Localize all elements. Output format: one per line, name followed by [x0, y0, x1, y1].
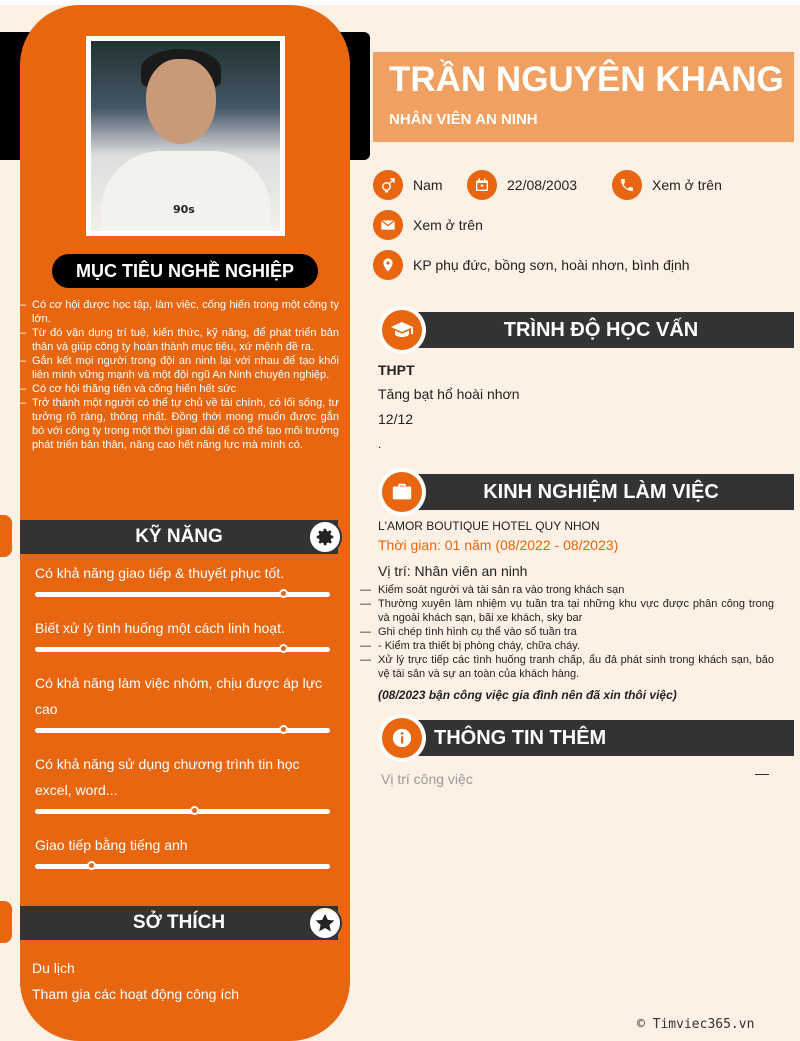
- hobby-item: Tham gia các hoạt động công ích: [32, 986, 240, 1002]
- skills-list: [35, 560, 335, 887]
- skill-label: Có khả năng sử dụng chương trình tin học excel, word...: [35, 756, 300, 798]
- briefcase-icon: [382, 472, 422, 512]
- goal-item: – Gắn kết mọi người trong đội an ninh lại với nhau để tạo khối liên minh vững mạnh và một đội ngũ An Ninh chuyên nghiệp.: [32, 354, 339, 382]
- goal-item: – Trở thành một người có thể tự chủ về tài chính, có lối sống, tư tưởng rõ ràng, thông nhất. Đồng thời mong muốn được gắn bó với công ty trong một thời gian dài để có thể tạo môi trường phát triển bản thân, nâng cao hết năng lực mà mình có.: [32, 396, 339, 452]
- info-email: [373, 210, 483, 240]
- hobby-item: Du lịch: [32, 960, 75, 976]
- calendar-icon: [467, 170, 497, 200]
- duty-item: — Thường xuyên làm nhiệm vụ tuần tra tại những khu vực được phân công trong và ngoài khách sạn, bãi xe khách, sky bar: [378, 597, 774, 625]
- goal-item: – Có cơ hội thăng tiến và cống hiến hết sức: [32, 382, 339, 396]
- skill-bar: [35, 809, 330, 814]
- hobbies-list: [32, 955, 332, 1007]
- extra-title: THÔNG TIN THÊM: [408, 720, 794, 756]
- education-grade: 12/12: [378, 411, 414, 427]
- skill-item: [35, 751, 335, 814]
- skill-label: Có khả năng làm việc nhóm, chịu được áp lực cao: [35, 675, 323, 717]
- birthday-value: 22/08/2003: [507, 177, 578, 193]
- skills-header: [20, 520, 338, 554]
- duty-item: — Kiểm soát người và tài sản ra vào trong khách sạn: [378, 583, 774, 597]
- education-header: [378, 306, 794, 354]
- skill-item: [35, 670, 335, 733]
- sidebar: [20, 5, 350, 1041]
- skill-item: [35, 832, 335, 869]
- duty-item: — Xử lý trực tiếp các tình huống tranh chấp, ẩu đả phát sinh trong khách sạn, bảo vệ tài sản và sự an toàn của khách hàng.: [378, 653, 774, 681]
- candidate-name: TRẦN NGUYÊN KHANG: [389, 60, 784, 99]
- avatar-photo: [86, 36, 285, 236]
- info-icon: [382, 718, 422, 758]
- skill-level-dot: [279, 725, 288, 734]
- extra-header: [378, 714, 794, 762]
- skill-level-dot: [279, 589, 288, 598]
- experience-time: Thời gian: 01 năm (08/2022 - 08/2023): [378, 537, 619, 553]
- graduation-cap-icon: [382, 310, 422, 350]
- skill-bar: [35, 864, 330, 869]
- goal-title: MỤC TIÊU NGHỀ NGHIỆP: [52, 254, 318, 288]
- info-phone: [612, 170, 722, 200]
- experience-note: (08/2023 bận công việc gia đình nên đã xin thôi việc): [378, 688, 677, 702]
- name-box: [373, 52, 794, 142]
- education-note: .: [378, 437, 382, 451]
- goal-list: [32, 298, 339, 452]
- job-title: NHÂN VIÊN AN NINH: [389, 111, 538, 128]
- star-icon: [308, 906, 342, 940]
- duty-item: — - Kiểm tra thiết bị phòng cháy, chữa cháy.: [378, 639, 774, 653]
- skill-level-dot: [87, 861, 96, 870]
- info-address: [373, 250, 690, 280]
- gear-icon: [308, 520, 342, 554]
- skill-level-dot: [190, 806, 199, 815]
- decor-nub-skills: [0, 515, 12, 557]
- gender-icon: [373, 170, 403, 200]
- extra-dash: —: [755, 765, 769, 781]
- skill-label: Có khả năng giao tiếp & thuyết phục tốt.: [35, 565, 285, 581]
- skill-item: [35, 560, 335, 597]
- address-value: KP phụ đức, bồng sơn, hoài nhơn, bình định: [413, 257, 690, 273]
- goal-item: – Có cơ hội được học tập, làm việc, cống hiến trong một công ty lớn.: [32, 298, 339, 326]
- experience-header: [378, 468, 794, 516]
- experience-company: L'AMOR BOUTIQUE HOTEL QUY NHON: [378, 519, 600, 533]
- duty-item: — Ghi chép tình hình cụ thể vào sổ tuần tra: [378, 625, 774, 639]
- info-gender: [373, 170, 443, 200]
- location-pin-icon: [373, 250, 403, 280]
- mail-icon: [373, 210, 403, 240]
- extra-field: Vị trí công việc: [381, 771, 473, 787]
- education-title: TRÌNH ĐỘ HỌC VẤN: [408, 312, 794, 348]
- email-value: Xem ở trên: [413, 217, 483, 233]
- skill-bar: [35, 592, 330, 597]
- skills-title: KỸ NĂNG: [135, 526, 223, 547]
- experience-title: KINH NGHIỆM LÀM VIỆC: [408, 474, 794, 510]
- education-level: THPT: [378, 362, 415, 378]
- footer-credit: © Timviec365.vn: [637, 1017, 755, 1032]
- skill-label: Giao tiếp bằng tiếng anh: [35, 837, 188, 853]
- education-school: Tăng bạt hổ hoài nhơn: [378, 386, 520, 402]
- skill-item: [35, 615, 335, 652]
- hobbies-header: [20, 906, 338, 940]
- info-birthday: [467, 170, 577, 200]
- experience-position: Vị trí: Nhân viên an ninh: [378, 563, 528, 579]
- skill-bar: [35, 728, 330, 733]
- decor-nub-hobbies: [0, 901, 12, 943]
- goal-item: – Từ đó vận dụng trí tuệ, kiến thức, kỹ năng, để phát triển bản thân và giúp công ty hoàn thành mục tiêu, xứ mệnh đề ra.: [32, 326, 339, 354]
- gender-value: Nam: [413, 177, 443, 193]
- phone-value: Xem ở trên: [652, 177, 722, 193]
- experience-duties: [378, 583, 774, 681]
- skill-bar: [35, 647, 330, 652]
- hobbies-title: SỞ THÍCH: [132, 912, 226, 933]
- phone-icon: [612, 170, 642, 200]
- skill-level-dot: [279, 644, 288, 653]
- skill-label: Biết xử lý tình huống một cách linh hoạt.: [35, 620, 285, 636]
- photo-shirt-text: 90s: [173, 203, 195, 216]
